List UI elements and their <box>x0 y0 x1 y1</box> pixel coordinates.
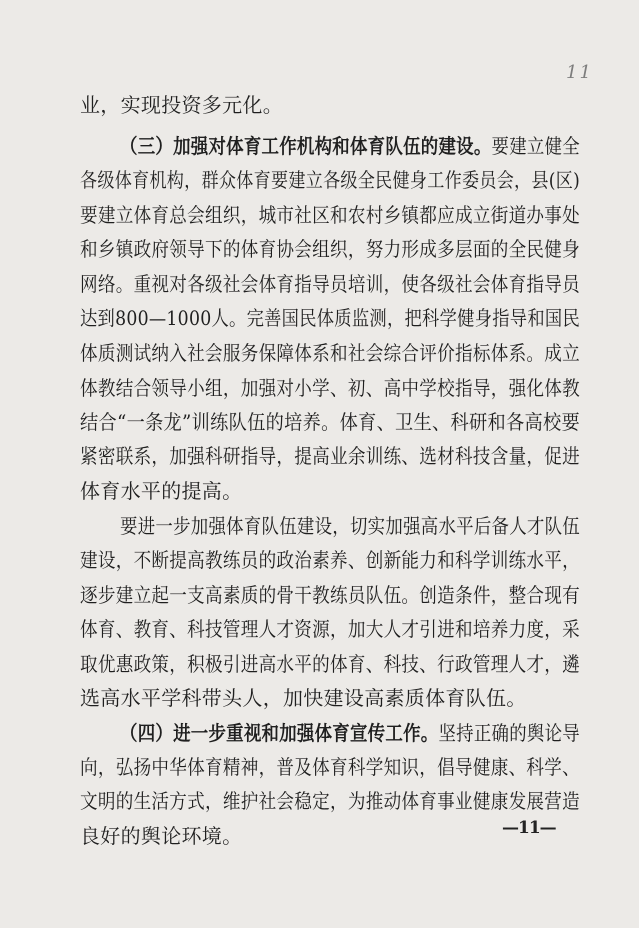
text-line <box>80 788 580 814</box>
text-line <box>80 582 580 608</box>
line-segment: 体育、教育、科技管理人才资源，加大人才引进和培养力度，采 <box>80 617 580 641</box>
line-segment: 达到800—1000人。完善国民体质监测，把科学健身指导和国民 <box>80 306 580 330</box>
section-heading: （四）进一步重视和加强体育宣传工作。 <box>120 721 439 745</box>
line-segment: 选高水平学科带头人，加快建设高素质体育队伍。 <box>80 686 527 710</box>
text-line <box>120 720 580 746</box>
line-segment: 良好的舆论环境。 <box>80 824 243 848</box>
line-segment: 和乡镇政府领导下的体育协会组织，努力形成多层面的全民健身 <box>80 237 580 261</box>
text-line <box>80 823 242 849</box>
text-line <box>80 409 580 435</box>
line-segment: 体育水平的提高。 <box>80 479 243 503</box>
text-line <box>80 754 580 780</box>
section-heading: （三）加强对体育工作机构和体育队伍的建设。 <box>120 134 492 158</box>
text-line <box>80 443 580 469</box>
line-segment: 要进一步加强体育队伍建设，切实加强高水平后备人才队伍 <box>120 514 580 538</box>
line-segment: 取优惠政策，积极引进高水平的体育、科技、行政管理人才，遴 <box>80 652 580 676</box>
line-segment: 建设，不断提高教练员的政治素养、创新能力和科学训练水平， <box>80 548 580 572</box>
line-segment: 向，弘扬中华体育精神，普及体育科学知识，倡导健康、科学、 <box>80 755 580 779</box>
line-segment: 文明的生活方式，维护社会稳定，为推动体育事业健康发展营造 <box>80 789 580 813</box>
text-line <box>80 651 580 677</box>
text-line <box>80 340 580 366</box>
line-segment: 结合“一条龙”训练队伍的培养。体育、卫生、科研和各高校要 <box>80 410 580 434</box>
text-line <box>80 305 580 331</box>
text-line <box>120 513 580 539</box>
page-number: —11— <box>502 818 556 838</box>
text-line <box>80 236 580 262</box>
text-line <box>80 92 283 118</box>
line-segment: 要建立体育总会组织，城市社区和农村乡镇都应成立街道办事处 <box>80 203 580 227</box>
text-line <box>80 202 580 228</box>
handwritten-page-mark: 11 <box>566 62 593 83</box>
text-line <box>80 685 527 711</box>
text-line <box>80 167 580 193</box>
text-line <box>80 616 580 642</box>
text-line <box>80 478 242 504</box>
line-segment: 体质测试纳入社会服务保障体系和社会综合评价指标体系。成立 <box>80 341 580 365</box>
line-segment: 坚持正确的舆论导 <box>438 721 580 745</box>
line-segment: 各级体育机构，群众体育要建立各级全民健身工作委员会，县(区) <box>80 168 580 192</box>
line-segment: 体教结合领导小组，加强对小学、初、高中学校指导，强化体教 <box>80 376 580 400</box>
text-line <box>80 547 580 573</box>
line-segment: 紧密联系，加强科研指导，提高业余训练、选材科技含量，促进 <box>80 444 580 468</box>
line-segment: 逐步建立起一支高素质的骨干教练员队伍。创造条件，整合现有 <box>80 583 580 607</box>
line-segment: 网络。重视对各级社会体育指导员培训，使各级社会体育指导员 <box>80 272 580 296</box>
text-line <box>120 133 580 159</box>
text-line <box>80 375 580 401</box>
line-segment: 要建立健全 <box>491 134 580 158</box>
text-line <box>80 271 580 297</box>
line-segment: 业，实现投资多元化。 <box>80 93 283 117</box>
